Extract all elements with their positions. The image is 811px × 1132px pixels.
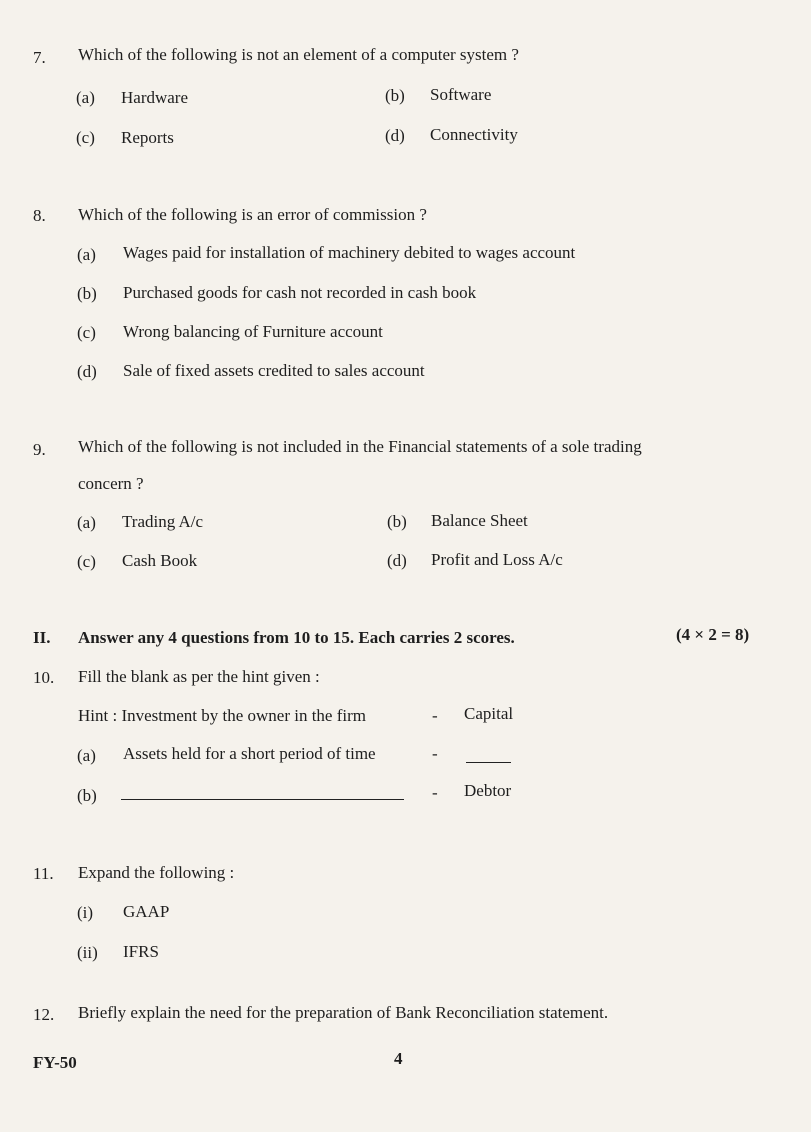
- part-b-answer: Debtor: [464, 781, 512, 800]
- option-label: (a): [77, 513, 96, 532]
- section-scores: (4 × 2 = 8): [676, 625, 750, 644]
- option-label: (a): [77, 245, 96, 264]
- question-text-line1: Which of the following is not included in the Financial statements of a sole trading: [78, 437, 642, 456]
- option-label: (b): [385, 86, 405, 105]
- option-label: (c): [77, 552, 96, 571]
- question-number: 9.: [33, 440, 46, 459]
- question-number: 12.: [33, 1005, 55, 1024]
- section-instruction: Answer any 4 questions from 10 to 15. Each carries 2 scores.: [78, 628, 515, 647]
- question-number: 11.: [33, 864, 54, 883]
- option-text: Software: [430, 85, 492, 104]
- question-text: Which of the following is an error of commission ?: [78, 205, 427, 224]
- part-b-dash: -: [432, 783, 438, 802]
- option-text: Profit and Loss A/c: [431, 550, 563, 569]
- option-label: (d): [385, 126, 405, 145]
- question-text: Expand the following :: [78, 863, 235, 882]
- option-text: Wrong balancing of Furniture account: [123, 322, 383, 341]
- option-text: Hardware: [121, 88, 189, 107]
- option-text: Purchased goods for cash not recorded in cash book: [123, 283, 477, 302]
- question-text: Which of the following is not an element of a computer system ?: [78, 45, 519, 64]
- item-text: IFRS: [123, 942, 159, 961]
- option-label: (d): [387, 551, 407, 570]
- option-label: (d): [77, 362, 97, 381]
- question-text: Fill the blank as per the hint given :: [78, 667, 320, 686]
- option-text: Wages paid for installation of machinery debited to wages account: [123, 243, 576, 262]
- paper-code: FY-50: [33, 1053, 77, 1072]
- part-b-answer-blank: [121, 799, 404, 800]
- option-label: (a): [76, 88, 95, 107]
- option-label: (b): [387, 512, 407, 531]
- section-number: II.: [33, 628, 51, 647]
- option-text: Reports: [121, 128, 174, 147]
- option-text: Connectivity: [430, 125, 518, 144]
- hint-answer: Capital: [464, 704, 514, 723]
- part-a-label: (a): [77, 746, 96, 765]
- option-label: (c): [76, 128, 95, 147]
- option-text: Trading A/c: [122, 512, 204, 531]
- option-text: Sale of fixed assets credited to sales account: [123, 361, 425, 380]
- hint-text: Hint : Investment by the owner in the firm: [78, 706, 366, 725]
- question-number: 8.: [33, 206, 46, 225]
- question-text: Briefly explain the need for the preparation of Bank Reconciliation statement.: [78, 1003, 609, 1022]
- part-a-answer-blank: [466, 762, 511, 763]
- option-label: (c): [77, 323, 96, 342]
- item-label: (i): [77, 903, 94, 922]
- question-number: 10.: [33, 668, 55, 687]
- part-a-text: Assets held for a short period of time: [123, 744, 376, 763]
- option-text: Cash Book: [122, 551, 198, 570]
- option-text: Balance Sheet: [431, 511, 528, 530]
- item-label: (ii): [77, 943, 98, 962]
- question-number: 7.: [33, 48, 46, 67]
- page-number: 4: [394, 1049, 403, 1068]
- item-text: GAAP: [123, 902, 170, 921]
- option-label: (b): [77, 284, 97, 303]
- hint-dash: -: [432, 706, 438, 725]
- part-a-dash: -: [432, 744, 438, 763]
- part-b-label: (b): [77, 786, 97, 805]
- question-text-line2: concern ?: [78, 474, 144, 493]
